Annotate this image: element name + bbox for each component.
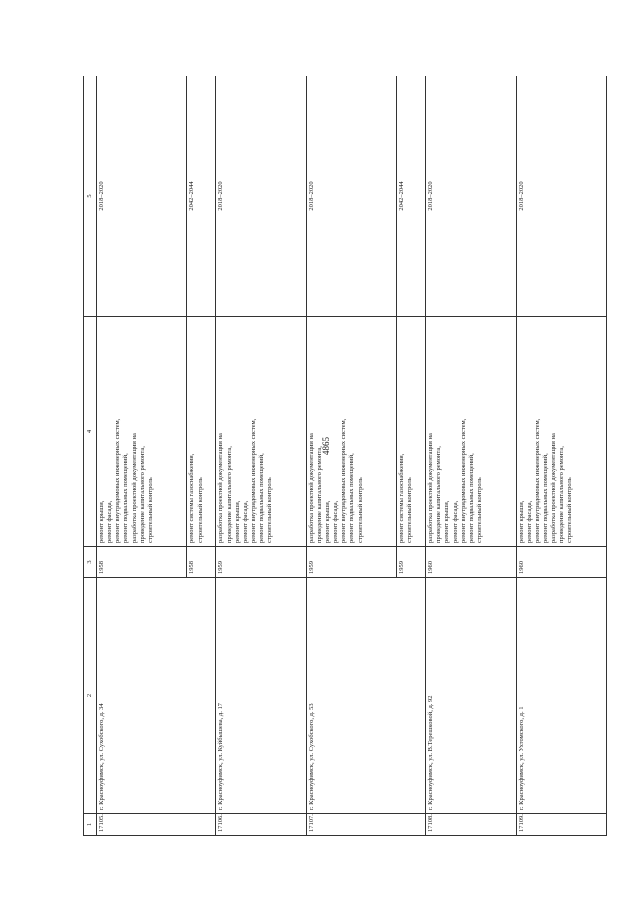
work-item: ремонт крыши, bbox=[98, 500, 105, 543]
row-year: 1960 bbox=[426, 547, 516, 578]
work-item: ремонт фасада, bbox=[241, 500, 249, 543]
work-item: строительный контроль bbox=[475, 477, 483, 543]
row-works bbox=[426, 317, 516, 547]
work-item: проведение капитального ремонта, bbox=[225, 446, 233, 543]
row-year: 1958 bbox=[97, 547, 187, 578]
row-number: 17105. bbox=[97, 814, 216, 836]
work-item: строительный контроль bbox=[146, 477, 154, 543]
row-year: 1959 bbox=[216, 547, 306, 578]
period-value: 2042–2044 bbox=[398, 181, 406, 211]
row-works bbox=[516, 317, 606, 547]
work-item: ремонт фасада, bbox=[451, 500, 459, 543]
rotated-table-wrapper bbox=[83, 76, 607, 836]
row-period bbox=[397, 76, 426, 317]
work-item: ремонт внутридомовых инженерных систем, bbox=[114, 418, 122, 543]
work-item: ремонт внутридомовых инженерных систем, bbox=[340, 418, 348, 543]
row-period bbox=[97, 76, 187, 317]
work-item: проведение капитального ремонта, bbox=[138, 446, 146, 543]
table-row bbox=[426, 76, 516, 836]
row-number: 17108. bbox=[426, 814, 516, 836]
header-cell: 4 bbox=[84, 317, 97, 547]
row-address: г. Красноуфимск, ул. Сухобского, д. 34 bbox=[97, 578, 216, 814]
row-period bbox=[306, 76, 396, 317]
period-value: 2018–2020 bbox=[517, 181, 525, 211]
period-value: 2018–2020 bbox=[98, 181, 105, 211]
work-item: ремонт внутридомовых инженерных систем, bbox=[533, 418, 541, 543]
row-address: г. Красноуфимск, ул. Сухобского, д. 53 bbox=[306, 578, 425, 814]
period-value: 2018–2020 bbox=[427, 181, 435, 211]
row-period bbox=[216, 76, 306, 317]
repair-schedule-table bbox=[83, 76, 607, 836]
period-value: 2018–2020 bbox=[217, 181, 225, 211]
header-cell: 5 bbox=[84, 76, 97, 317]
row-works bbox=[187, 317, 216, 547]
row-year: 1959 bbox=[306, 547, 396, 578]
row-address: г. Красноуфимск, ул. Ухтомского, д. 1 bbox=[516, 578, 606, 814]
work-item: разработка проектной документации на bbox=[307, 433, 315, 543]
work-item: ремонт подвальных помещений, bbox=[467, 453, 475, 543]
work-item: ремонт крыши, bbox=[517, 500, 525, 543]
work-item: ремонт внутридомовых инженерных систем, bbox=[459, 418, 467, 543]
row-year: 1958 bbox=[187, 547, 216, 578]
work-item: разработка проектной документации на bbox=[427, 433, 435, 543]
work-item: ремонт крыши, bbox=[443, 500, 451, 543]
row-number: 17107. bbox=[306, 814, 425, 836]
table-row bbox=[516, 76, 606, 836]
work-item: ремонт подвальных помещений, bbox=[541, 453, 549, 543]
work-item: ремонт подвальных помещений, bbox=[258, 453, 266, 543]
work-item: ремонт подвальных помещений, bbox=[122, 453, 130, 543]
row-address: г. Красноуфимск, ул. В.Терешковой, д. 92 bbox=[426, 578, 516, 814]
row-number: 17106. bbox=[216, 814, 306, 836]
work-item: разработка проектной документации на bbox=[130, 433, 138, 543]
header-cell: 3 bbox=[84, 547, 97, 578]
work-item: ремонт крыши, bbox=[233, 500, 241, 543]
table-row bbox=[97, 76, 187, 836]
period-value: 2018–2020 bbox=[307, 181, 315, 211]
page-number: 4865 bbox=[321, 437, 331, 455]
row-works bbox=[397, 317, 426, 547]
row-works bbox=[306, 317, 396, 547]
work-item: ремонт внутридомовых инженерных систем, bbox=[249, 418, 257, 543]
work-item: проведение капитального ремонта, bbox=[315, 446, 323, 543]
work-item: ремонт подвальных помещений, bbox=[348, 453, 356, 543]
work-item: проведение капитального ремонта, bbox=[435, 446, 443, 543]
work-item: ремонт крыши, bbox=[324, 500, 332, 543]
table-frame bbox=[83, 76, 607, 836]
work-item: разработка проектной документации на bbox=[217, 433, 225, 543]
work-item: проведение капитального ремонта, bbox=[558, 446, 566, 543]
work-item: ремонт системы газоснабжения, bbox=[398, 453, 406, 543]
work-item: ремонт системы газоснабжения, bbox=[188, 453, 196, 543]
table-row bbox=[216, 76, 306, 836]
row-year: 1960 bbox=[516, 547, 606, 578]
work-item: строительный контроль bbox=[566, 477, 574, 543]
work-item: ремонт фасада, bbox=[332, 500, 340, 543]
header-cell: 2 bbox=[84, 578, 97, 814]
work-item: разработка проектной документации на bbox=[550, 433, 558, 543]
work-item: строительный контроль bbox=[406, 477, 414, 543]
row-works bbox=[97, 317, 187, 547]
row-address: г. Красноуфимск, ул. Куйбышева, д. 17 bbox=[216, 578, 306, 814]
table-row bbox=[306, 76, 396, 836]
row-period bbox=[516, 76, 606, 317]
header-cell: 1 bbox=[84, 814, 97, 836]
row-period bbox=[187, 76, 216, 317]
row-works bbox=[216, 317, 306, 547]
table-header-row bbox=[84, 76, 97, 836]
row-period bbox=[426, 76, 516, 317]
period-value: 2042–2044 bbox=[188, 181, 196, 211]
work-item: ремонт фасада, bbox=[106, 500, 114, 543]
work-item: строительный контроль bbox=[266, 477, 274, 543]
work-item: ремонт фасада, bbox=[525, 500, 533, 543]
work-item: строительный контроль bbox=[356, 477, 364, 543]
work-item: строительный контроль bbox=[196, 477, 204, 543]
row-year: 1959 bbox=[397, 547, 426, 578]
row-number: 17109. bbox=[516, 814, 606, 836]
